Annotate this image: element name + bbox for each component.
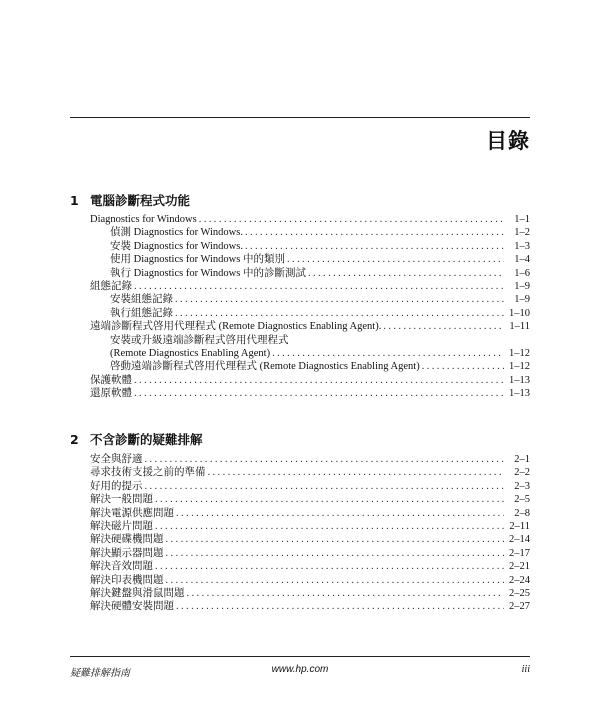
- toc-entry-title: 解決鍵盤與滑鼠問題: [90, 587, 185, 599]
- chapter-1-heading: [70, 191, 530, 209]
- toc-entry-title: 使用 Diagnostics for Windows 中的類別: [110, 254, 285, 266]
- toc-entry-page: 2–25: [509, 587, 530, 599]
- toc-entry-page: 1–13: [509, 388, 530, 400]
- dot-leader: [383, 320, 504, 333]
- toc-entry-page: 1–9: [514, 294, 530, 306]
- dot-leader: [272, 347, 504, 360]
- toc-entry[interactable]: [90, 533, 530, 546]
- toc-entry[interactable]: [90, 240, 530, 253]
- toc-entry[interactable]: [90, 267, 530, 280]
- toc-entry[interactable]: [90, 334, 530, 347]
- toc-entry[interactable]: [90, 320, 530, 333]
- toc-entry-title: 偵測 Diagnostics for Windows.: [110, 227, 243, 239]
- dot-leader: [187, 587, 505, 600]
- dot-leader: [176, 600, 504, 613]
- dot-leader: [134, 374, 504, 387]
- dot-leader: [166, 547, 505, 560]
- toc-entry-title: 解決電源供應問題: [90, 507, 174, 519]
- toc-entry-page: 2–11: [509, 520, 530, 532]
- toc-entry-page: 2–5: [514, 494, 530, 506]
- dot-leader: [166, 533, 505, 546]
- toc-entry-title: 安全與舒適: [90, 454, 143, 465]
- dot-leader: [176, 507, 504, 520]
- toc-entry[interactable]: [90, 547, 530, 560]
- top-rule: [70, 117, 530, 118]
- toc-entry-page: 1–3: [514, 240, 530, 252]
- toc-entry-page: 2–1: [514, 454, 530, 465]
- toc-entry[interactable]: [90, 307, 530, 320]
- toc-entry-title: 尋求技術支援之前的準備: [90, 467, 206, 479]
- dot-leader: [199, 213, 504, 226]
- footer-guide-title: 疑難排解指南: [70, 668, 130, 679]
- toc-entry-page: 1–11: [509, 321, 530, 333]
- footer-rule: [70, 656, 530, 657]
- toc-entry-page: 1–1: [514, 214, 530, 225]
- toc-entry[interactable]: [90, 520, 530, 533]
- dot-leader: [208, 466, 505, 479]
- dot-leader: [166, 574, 505, 587]
- dot-leader: [245, 226, 504, 239]
- toc-entry-page: 2–21: [509, 561, 530, 573]
- toc-entry[interactable]: [90, 253, 530, 266]
- toc-entry[interactable]: [90, 280, 530, 293]
- toc-entry-page: 1–6: [514, 267, 530, 279]
- toc-entry-title: 解決音效問題: [90, 561, 153, 573]
- toc-entry-title: 解決印表機問題: [90, 574, 164, 586]
- chapter-1-entries: [90, 213, 530, 400]
- toc-entry-page: 1–12: [509, 361, 530, 373]
- toc-entry-title: 遠端診斷程式啓用代理程式 (Remote Diagnostics Enabling Agent).: [90, 321, 382, 333]
- dot-leader: [134, 387, 504, 400]
- toc-entry-title: 解決顯示器問題: [90, 547, 164, 559]
- toc-entry[interactable]: [90, 374, 530, 387]
- toc-entry[interactable]: [90, 587, 530, 600]
- toc-entry-title: 解決磁片問題: [90, 520, 153, 532]
- toc-entry[interactable]: [90, 574, 530, 587]
- toc-entry-page: 2–17: [509, 547, 530, 559]
- toc-entry-page: 2–2: [514, 467, 530, 479]
- toc-entry[interactable]: [90, 360, 530, 373]
- toc-entry-page: 2–3: [514, 480, 530, 492]
- toc-entry-title: (Remote Diagnostics Enabling Agent): [110, 347, 271, 359]
- dot-leader: [175, 307, 504, 320]
- toc-entry-title: 啓動遠端診斷程式啓用代理程式 (Remote Diagnostics Enabling Agent): [110, 361, 420, 373]
- dot-leader: [155, 493, 504, 506]
- toc-entry[interactable]: [90, 480, 530, 493]
- toc-entry[interactable]: [90, 560, 530, 573]
- toc-entry[interactable]: [90, 226, 530, 239]
- dot-leader: [422, 360, 504, 373]
- dot-leader: [175, 293, 504, 306]
- toc-entry-page: 2–14: [509, 534, 530, 546]
- dot-leader: [287, 253, 504, 266]
- toc-entry[interactable]: [90, 293, 530, 306]
- toc-entry-title: 執行 Diagnostics for Windows 中的診斷測試: [110, 267, 306, 279]
- toc-entry[interactable]: [90, 347, 530, 360]
- toc-entry-title: 好用的提示: [90, 480, 143, 492]
- toc-entry-page: 2–27: [509, 601, 530, 613]
- toc-entry-page: 1–13: [509, 374, 530, 386]
- chapter-2-heading: [70, 430, 530, 448]
- chapter-title: 電腦診斷程式功能: [90, 193, 191, 208]
- toc-entry-title: Diagnostics for Windows: [90, 214, 197, 225]
- dot-leader: [145, 480, 505, 493]
- toc-entry-title: 安裝 Diagnostics for Windows.: [110, 240, 243, 252]
- toc-entry-title: 解決硬碟機問題: [90, 534, 164, 546]
- chapter-number: 1: [70, 193, 79, 208]
- dot-leader: [308, 267, 504, 280]
- toc-entry[interactable]: [90, 493, 530, 506]
- dot-leader: [155, 520, 504, 533]
- toc-entry-page: 1–10: [509, 307, 530, 319]
- chapter-title: 不含診斷的疑難排解: [90, 432, 203, 447]
- toc-entry-title: 安裝組態記錄: [110, 294, 173, 306]
- footer-website: www.hp.com: [271, 664, 329, 675]
- toc-entry-title: 組態記錄: [90, 280, 132, 292]
- toc-entry-page: 1–12: [509, 347, 530, 359]
- chapter-2-entries: [90, 453, 530, 614]
- toc-entry-title: 安裝或升級遠端診斷程式啓用代理程式: [110, 334, 289, 346]
- toc-entry[interactable]: [90, 507, 530, 520]
- dot-leader: [145, 453, 505, 466]
- toc-entry[interactable]: [90, 466, 530, 479]
- toc-entry[interactable]: [90, 213, 530, 226]
- dot-leader: [245, 240, 504, 253]
- chapter-number: 2: [70, 432, 79, 447]
- toc-entry-title: 還原軟體: [90, 388, 132, 400]
- toc-entry[interactable]: [90, 387, 530, 400]
- footer-page-number: iii: [521, 664, 530, 675]
- toc-entry-title: 解決一般問題: [90, 494, 153, 506]
- page-title: 目錄: [486, 129, 530, 153]
- toc-entry-page: 1–2: [514, 227, 530, 239]
- toc-entry-page: 1–4: [514, 254, 530, 266]
- dot-leader: [134, 280, 504, 293]
- toc-entry-title: 解決硬體安裝問題: [90, 601, 174, 613]
- toc-entry-title: 保護軟體: [90, 374, 132, 386]
- dot-leader: [155, 560, 504, 573]
- toc-entry[interactable]: [90, 453, 530, 466]
- toc-entry-title: 執行組態記錄: [110, 307, 173, 319]
- toc-entry-page: 2–8: [514, 507, 530, 519]
- toc-entry-page: 2–24: [509, 574, 530, 586]
- toc-entry-page: 1–9: [514, 280, 530, 292]
- toc-entry[interactable]: [90, 600, 530, 613]
